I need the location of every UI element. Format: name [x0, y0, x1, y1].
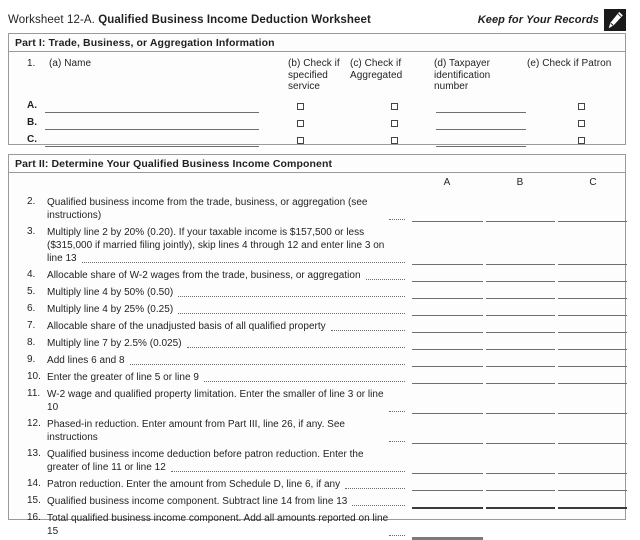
worksheet-line-row	[9, 495, 625, 508]
line-description: Enter the greater of line 5 or line 9	[47, 372, 199, 383]
line-description: Multiply line 7 by 2.5% (0.025)	[47, 338, 182, 349]
line-description: W-2 wage and qualified property limitation. Enter the smaller of line 3 or line 10	[47, 389, 384, 413]
keep-for-records-label: Keep for Your Records	[477, 14, 599, 26]
taxpayer-id-input-line-a[interactable]	[436, 112, 526, 113]
line-description: Qualified business income component. Subtract line 14 from line 13	[47, 496, 348, 507]
leader-dots	[366, 269, 405, 280]
answer-line-c[interactable]	[558, 366, 627, 367]
worksheet-line-row	[9, 337, 625, 350]
answer-line-a[interactable]	[412, 473, 483, 474]
line-number: 8.	[27, 337, 36, 348]
part-2-body	[9, 173, 625, 537]
worksheet-line-row	[9, 478, 625, 491]
worksheet-line-row	[9, 196, 625, 222]
leader-dots	[204, 371, 405, 382]
leader-dots	[82, 252, 405, 263]
worksheet-label: Worksheet 12-A.	[8, 14, 95, 26]
table-row	[9, 134, 625, 151]
line-description: Patron reduction. Enter the amount from Schedule D, line 6, if any	[47, 479, 341, 490]
checkbox-patron-c[interactable]	[578, 137, 585, 144]
row-letter: A.	[27, 100, 37, 111]
leader-dots	[352, 495, 405, 506]
answer-column-header-b: B	[516, 177, 524, 188]
answer-line-b[interactable]	[486, 507, 555, 509]
worksheet-line-row	[9, 320, 625, 333]
checkbox-specified-service-c[interactable]	[297, 137, 304, 144]
answer-line-a[interactable]	[412, 490, 483, 491]
leader-dots	[130, 354, 405, 365]
line-description: Total qualified business income component. Add all amounts reported on line 15	[47, 513, 389, 537]
pen-icon	[604, 9, 626, 31]
part-2-section	[8, 154, 626, 537]
checkbox-aggregated-b[interactable]	[391, 120, 398, 127]
checkbox-patron-a[interactable]	[578, 103, 585, 110]
line-description: Allocable share of W-2 wages from the trade, business, or aggregation	[47, 270, 361, 281]
answer-line-b[interactable]	[486, 332, 555, 333]
leader-dots	[389, 401, 405, 412]
part-2-heading: Part II: Determine Your Qualified Business Income Component	[9, 155, 625, 173]
answer-line-b[interactable]	[486, 473, 555, 474]
answer-line-b[interactable]	[486, 349, 555, 350]
line-number: 4.	[27, 269, 36, 280]
line-description: Multiply line 4 by 50% (0.50)	[47, 287, 174, 298]
answer-line-a[interactable]	[412, 315, 483, 316]
line-number: 10.	[27, 371, 41, 382]
answer-column-header-c: C	[589, 177, 597, 188]
answer-line-b[interactable]	[486, 264, 555, 265]
leader-dots	[331, 320, 405, 331]
answer-column-header-a: A	[443, 177, 451, 188]
answer-line-b[interactable]	[486, 315, 555, 316]
leader-dots	[178, 286, 405, 297]
answer-line-b[interactable]	[486, 221, 555, 222]
answer-line-b[interactable]	[486, 366, 555, 367]
line-number: 6.	[27, 303, 36, 314]
name-input-line-a[interactable]	[45, 112, 259, 113]
worksheet-line-row	[9, 371, 625, 384]
line-description: Multiply line 4 by 25% (0.25)	[47, 304, 174, 315]
worksheet-line-row	[9, 303, 625, 316]
keep-for-records	[478, 9, 626, 31]
checkbox-aggregated-c[interactable]	[391, 137, 398, 144]
part-1-body	[9, 52, 625, 143]
answer-line-a[interactable]	[412, 264, 483, 265]
worksheet-line-row	[9, 388, 625, 414]
answer-line-c[interactable]	[558, 264, 627, 265]
part-1-heading: Part I: Trade, Business, or Aggregation Information	[9, 34, 625, 52]
line-number: 7.	[27, 320, 36, 331]
worksheet-line-row	[9, 418, 625, 444]
taxpayer-id-input-line-b[interactable]	[436, 129, 526, 130]
column-header-aggregated: (c) Check if Aggregated	[350, 58, 403, 81]
worksheet-line-row	[9, 448, 625, 474]
leader-dots	[187, 337, 405, 348]
line-number: 13.	[27, 448, 41, 459]
row-letter: B.	[27, 117, 37, 128]
name-input-line-b[interactable]	[45, 129, 259, 130]
answer-line-c[interactable]	[558, 490, 627, 491]
worksheet-line-row	[9, 286, 625, 299]
name-input-line-c[interactable]	[45, 146, 259, 147]
line-description: Qualified business income deduction before patron reduction. Enter the greater of line 11 or line 12	[47, 449, 364, 473]
answer-line-b[interactable]	[486, 298, 555, 299]
checkbox-patron-b[interactable]	[578, 120, 585, 127]
table-row	[9, 117, 625, 134]
line-number: 14.	[27, 478, 41, 489]
line-number: 2.	[27, 196, 36, 207]
part-1-section	[8, 33, 626, 145]
line-description: Qualified business income from the trade, business, or aggregation (see instructions)	[47, 197, 368, 221]
line-number: 15.	[27, 495, 41, 506]
page-title	[8, 14, 371, 26]
answer-line-c[interactable]	[558, 413, 627, 414]
answer-line-b[interactable]	[486, 383, 555, 384]
answer-line-b[interactable]	[486, 413, 555, 414]
column-header-specified-service: (b) Check if specified service	[288, 58, 340, 92]
worksheet-line-row	[9, 269, 625, 282]
worksheet-line-row	[9, 226, 625, 265]
column-header-name: (a) Name	[49, 58, 92, 69]
line-number: 3.	[27, 226, 36, 237]
worksheet-header	[8, 8, 626, 32]
worksheet-line-row	[9, 354, 625, 367]
answer-line-c[interactable]	[558, 332, 627, 333]
answer-line-a[interactable]	[412, 443, 483, 444]
answer-line-a[interactable]	[412, 507, 483, 509]
column-header-patron: (e) Check if Patron	[527, 58, 612, 69]
row-letter: C.	[27, 134, 37, 145]
answer-line-c[interactable]	[558, 281, 627, 282]
answer-line-c[interactable]	[558, 221, 627, 222]
line-description: Multiply line 2 by 20% (0.20). If your taxable income is $157,500 or less ($315,000 if married filing jointly), skip lines 4 through 12 and enter line 3 on line 13	[47, 227, 385, 264]
line-number: 9.	[27, 354, 36, 365]
answer-line-a[interactable]	[412, 366, 483, 367]
leader-dots	[389, 209, 405, 220]
taxpayer-id-input-line-c[interactable]	[436, 146, 526, 147]
table-row	[9, 100, 625, 117]
leader-dots	[171, 461, 405, 472]
line-description: Phased-in reduction. Enter amount from Part III, line 26, if any. See instructions	[47, 419, 346, 443]
part-1-line-number: 1.	[27, 58, 36, 69]
leader-dots	[389, 431, 405, 442]
line-number: 11.	[27, 388, 41, 399]
worksheet-name: Qualified Business Income Deduction Worksheet	[98, 14, 371, 26]
line-number: 12.	[27, 418, 41, 429]
leader-dots	[345, 478, 405, 489]
answer-line-c[interactable]	[558, 507, 627, 509]
answer-line-b[interactable]	[486, 490, 555, 491]
line-description: Add lines 6 and 8	[47, 355, 125, 366]
answer-line-a[interactable]	[412, 383, 483, 384]
leader-dots	[178, 303, 405, 314]
answer-line-c[interactable]	[558, 315, 627, 316]
line-number: 16.	[27, 512, 41, 523]
line-number: 5.	[27, 286, 36, 297]
answer-line-a[interactable]	[412, 298, 483, 299]
checkbox-specified-service-a[interactable]	[297, 103, 304, 110]
answer-line-a[interactable]	[412, 221, 483, 222]
answer-line-c[interactable]	[558, 298, 627, 299]
line-description: Allocable share of the unadjusted basis of all qualified property	[47, 321, 326, 332]
checkbox-specified-service-b[interactable]	[297, 120, 304, 127]
answer-line-c[interactable]	[558, 349, 627, 350]
answer-line-c[interactable]	[558, 473, 627, 474]
answer-line-a[interactable]	[412, 349, 483, 350]
answer-line-c[interactable]	[558, 383, 627, 384]
worksheet-line-row	[9, 512, 625, 538]
answer-line-a[interactable]	[412, 413, 483, 414]
answer-line-b[interactable]	[486, 281, 555, 282]
answer-line-c[interactable]	[558, 443, 627, 444]
answer-line-a[interactable]	[412, 332, 483, 333]
checkbox-aggregated-a[interactable]	[391, 103, 398, 110]
column-header-taxpayer-id: (d) Taxpayer identification number	[434, 58, 491, 92]
answer-line-a[interactable]	[412, 281, 483, 282]
answer-line-b[interactable]	[486, 443, 555, 444]
